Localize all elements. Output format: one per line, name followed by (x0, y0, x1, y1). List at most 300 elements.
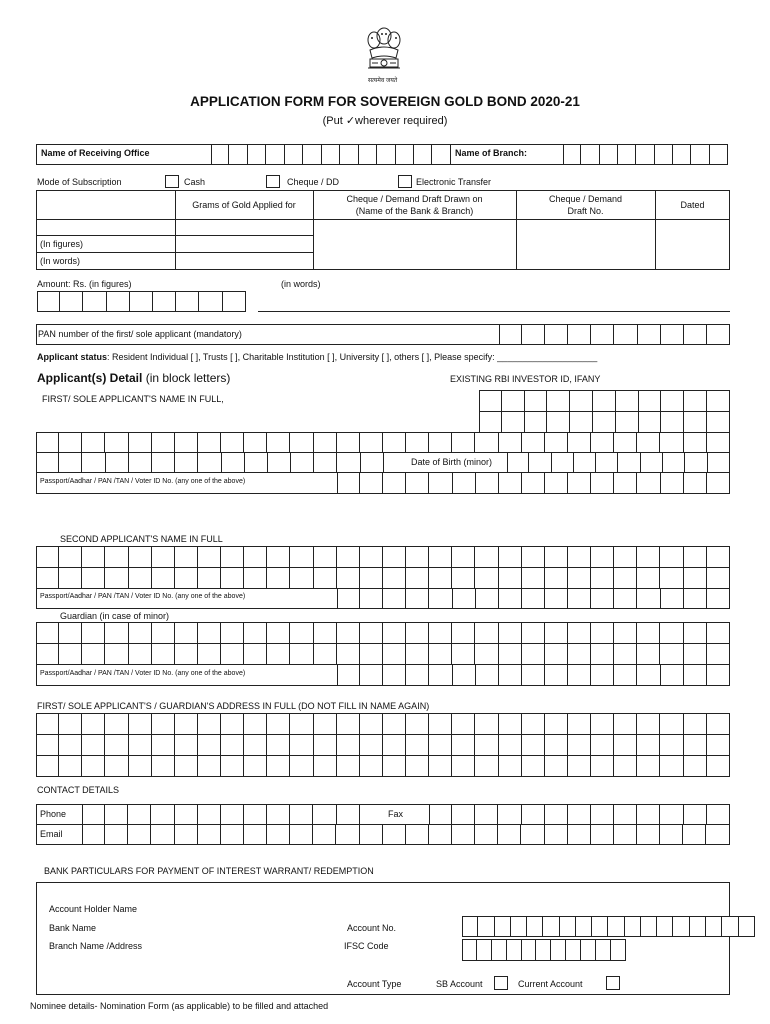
char-box[interactable] (684, 643, 707, 665)
char-box[interactable] (290, 622, 313, 644)
char-box[interactable] (684, 472, 707, 494)
char-box[interactable] (198, 643, 221, 665)
char-box[interactable] (614, 622, 637, 644)
char-box[interactable] (153, 291, 176, 312)
char-box[interactable] (707, 734, 730, 756)
char-box[interactable] (244, 432, 267, 453)
char-box[interactable] (476, 588, 499, 609)
char-box[interactable] (616, 390, 639, 412)
char-box[interactable] (314, 452, 337, 473)
char-box[interactable] (105, 622, 128, 644)
char-box[interactable] (267, 804, 290, 825)
char-box[interactable] (314, 734, 337, 756)
char-box[interactable] (221, 432, 244, 453)
char-box[interactable] (708, 452, 730, 473)
char-box[interactable] (502, 390, 525, 412)
char-box[interactable] (244, 734, 267, 756)
char-box[interactable] (551, 939, 566, 961)
char-box[interactable] (360, 804, 383, 825)
char-box[interactable] (452, 546, 475, 568)
char-box[interactable] (383, 664, 406, 686)
char-box[interactable] (129, 567, 152, 589)
char-box[interactable] (337, 643, 360, 665)
char-box[interactable] (637, 622, 660, 644)
char-box[interactable] (82, 824, 105, 845)
char-box[interactable] (545, 755, 568, 777)
char-box[interactable] (175, 432, 198, 453)
char-box[interactable] (429, 432, 452, 453)
char-box[interactable] (198, 755, 221, 777)
char-box[interactable] (267, 567, 290, 589)
char-box[interactable] (175, 622, 198, 644)
char-box[interactable] (637, 546, 660, 568)
char-box[interactable] (563, 144, 581, 165)
char-box[interactable] (614, 472, 637, 494)
char-box[interactable] (361, 452, 384, 473)
id-doc-boxes-3[interactable] (337, 664, 730, 686)
char-box[interactable] (545, 824, 568, 845)
char-box[interactable] (128, 824, 151, 845)
char-box[interactable] (479, 390, 502, 412)
account-no-boxes[interactable] (462, 916, 755, 937)
char-box[interactable] (661, 411, 684, 433)
ifsc-boxes[interactable] (462, 939, 626, 961)
char-box[interactable] (706, 824, 729, 845)
char-box[interactable] (336, 824, 359, 845)
char-box[interactable] (522, 432, 545, 453)
char-box[interactable] (360, 622, 383, 644)
receiving-office-boxes[interactable] (211, 144, 451, 165)
char-box[interactable] (618, 144, 636, 165)
char-box[interactable] (722, 916, 738, 937)
char-box[interactable] (660, 622, 683, 644)
char-box[interactable] (707, 622, 730, 644)
char-box[interactable] (429, 824, 452, 845)
char-box[interactable] (547, 411, 570, 433)
char-box[interactable] (82, 713, 105, 735)
char-box[interactable] (383, 755, 406, 777)
char-box[interactable] (475, 713, 498, 735)
char-box[interactable] (313, 824, 336, 845)
char-box[interactable] (406, 567, 429, 589)
char-box[interactable] (314, 755, 337, 777)
char-box[interactable] (152, 432, 175, 453)
char-box[interactable] (198, 622, 221, 644)
char-box[interactable] (529, 452, 551, 473)
char-box[interactable] (290, 755, 313, 777)
char-box[interactable] (453, 472, 476, 494)
char-box[interactable] (267, 755, 290, 777)
char-box[interactable] (152, 713, 175, 735)
address-boxes-row3[interactable] (36, 755, 730, 777)
char-box[interactable] (462, 939, 477, 961)
char-box[interactable] (707, 713, 730, 735)
char-box[interactable] (614, 734, 637, 756)
char-box[interactable] (244, 755, 267, 777)
char-box[interactable] (432, 144, 450, 165)
char-box[interactable] (406, 664, 429, 686)
char-box[interactable] (105, 713, 128, 735)
char-box[interactable] (591, 824, 614, 845)
char-box[interactable] (337, 452, 360, 473)
char-box[interactable] (591, 643, 614, 665)
char-box[interactable] (406, 622, 429, 644)
char-box[interactable] (637, 824, 660, 845)
char-box[interactable] (568, 734, 591, 756)
char-box[interactable] (429, 622, 452, 644)
char-box[interactable] (522, 588, 545, 609)
char-box[interactable] (568, 588, 591, 609)
char-box[interactable] (545, 472, 568, 494)
char-box[interactable] (684, 432, 707, 453)
char-box[interactable] (198, 734, 221, 756)
char-box[interactable] (383, 432, 406, 453)
char-box[interactable] (566, 939, 581, 961)
char-box[interactable] (36, 622, 59, 644)
char-box[interactable] (59, 643, 82, 665)
branch-boxes[interactable] (563, 144, 728, 165)
char-box[interactable] (244, 546, 267, 568)
char-box[interactable] (337, 588, 360, 609)
char-box[interactable] (462, 916, 478, 937)
char-box[interactable] (429, 643, 452, 665)
char-box[interactable] (37, 291, 60, 312)
char-box[interactable] (82, 643, 105, 665)
char-box[interactable] (637, 804, 660, 825)
char-box[interactable] (499, 432, 522, 453)
char-box[interactable] (545, 588, 568, 609)
char-box[interactable] (707, 588, 730, 609)
char-box[interactable] (499, 567, 522, 589)
char-box[interactable] (684, 713, 707, 735)
char-box[interactable] (128, 804, 151, 825)
char-box[interactable] (479, 411, 502, 433)
char-box[interactable] (267, 643, 290, 665)
char-box[interactable] (152, 546, 175, 568)
char-box[interactable] (574, 452, 596, 473)
char-box[interactable] (499, 713, 522, 735)
char-box[interactable] (592, 916, 608, 937)
char-box[interactable] (614, 643, 637, 665)
char-box[interactable] (707, 804, 730, 825)
char-box[interactable] (475, 546, 498, 568)
char-box[interactable] (337, 432, 360, 453)
second-applicant-name-boxes-row2[interactable] (36, 567, 730, 589)
char-box[interactable] (452, 713, 475, 735)
char-box[interactable] (384, 452, 407, 473)
char-box[interactable] (522, 734, 545, 756)
pan-boxes[interactable] (499, 324, 730, 345)
char-box[interactable] (475, 755, 498, 777)
char-box[interactable] (739, 916, 755, 937)
char-box[interactable] (383, 588, 406, 609)
char-box[interactable] (175, 567, 198, 589)
applicant-status-line[interactable] (37, 352, 597, 362)
char-box[interactable] (175, 824, 198, 845)
char-box[interactable] (129, 734, 152, 756)
char-box[interactable] (707, 432, 730, 453)
char-box[interactable] (59, 567, 82, 589)
char-box[interactable] (406, 824, 429, 845)
char-box[interactable] (568, 472, 591, 494)
char-box[interactable] (60, 291, 83, 312)
char-box[interactable] (337, 713, 360, 735)
char-box[interactable] (130, 291, 153, 312)
char-box[interactable] (266, 144, 284, 165)
char-box[interactable] (591, 567, 614, 589)
char-box[interactable] (568, 546, 591, 568)
char-box[interactable] (596, 452, 618, 473)
guardian-name-boxes-row2[interactable] (36, 643, 730, 665)
char-box[interactable] (475, 622, 498, 644)
char-box[interactable] (314, 713, 337, 735)
char-box[interactable] (499, 546, 522, 568)
char-box[interactable] (522, 804, 545, 825)
char-box[interactable] (59, 713, 82, 735)
char-box[interactable] (641, 452, 663, 473)
char-box[interactable] (406, 713, 429, 735)
char-box[interactable] (611, 939, 626, 961)
char-box[interactable] (83, 291, 106, 312)
char-box[interactable] (475, 567, 498, 589)
char-box[interactable] (568, 324, 591, 345)
char-box[interactable] (522, 713, 545, 735)
char-box[interactable] (383, 713, 406, 735)
char-box[interactable] (198, 546, 221, 568)
char-box[interactable] (406, 588, 429, 609)
char-box[interactable] (290, 804, 313, 825)
char-box[interactable] (499, 734, 522, 756)
guardian-name-boxes[interactable] (36, 622, 730, 644)
char-box[interactable] (175, 804, 198, 825)
rbi-investor-id-boxes-row2[interactable] (479, 411, 730, 433)
char-box[interactable] (492, 939, 507, 961)
char-box[interactable] (360, 643, 383, 665)
char-box[interactable] (106, 452, 129, 473)
char-box[interactable] (707, 643, 730, 665)
char-box[interactable] (591, 432, 614, 453)
char-box[interactable] (82, 622, 105, 644)
char-box[interactable] (360, 755, 383, 777)
char-box[interactable] (707, 664, 730, 686)
char-box[interactable] (498, 804, 521, 825)
char-box[interactable] (290, 713, 313, 735)
char-box[interactable] (525, 411, 548, 433)
char-box[interactable] (221, 713, 244, 735)
char-box[interactable] (660, 713, 683, 735)
char-box[interactable] (521, 824, 544, 845)
char-box[interactable] (663, 452, 685, 473)
char-box[interactable] (337, 546, 360, 568)
char-box[interactable] (429, 755, 452, 777)
char-box[interactable] (545, 734, 568, 756)
char-box[interactable] (591, 804, 614, 825)
char-box[interactable] (82, 546, 105, 568)
char-box[interactable] (614, 546, 637, 568)
char-box[interactable] (360, 567, 383, 589)
char-box[interactable] (36, 546, 59, 568)
char-box[interactable] (105, 643, 128, 665)
id-doc-boxes-2[interactable] (337, 588, 730, 609)
char-box[interactable] (608, 916, 624, 937)
char-box[interactable] (637, 755, 660, 777)
char-box[interactable] (337, 755, 360, 777)
char-box[interactable] (175, 755, 198, 777)
char-box[interactable] (660, 804, 683, 825)
amount-figures-boxes[interactable] (37, 291, 246, 312)
char-box[interactable] (221, 755, 244, 777)
char-box[interactable] (452, 432, 475, 453)
char-box[interactable] (507, 939, 522, 961)
char-box[interactable] (337, 734, 360, 756)
char-box[interactable] (568, 713, 591, 735)
char-box[interactable] (710, 144, 728, 165)
char-box[interactable] (452, 804, 475, 825)
char-box[interactable] (151, 824, 174, 845)
char-box[interactable] (522, 622, 545, 644)
char-box[interactable] (314, 546, 337, 568)
char-box[interactable] (175, 546, 198, 568)
char-box[interactable] (383, 472, 406, 494)
char-box[interactable] (545, 567, 568, 589)
char-box[interactable] (337, 622, 360, 644)
char-box[interactable] (475, 824, 498, 845)
char-box[interactable] (152, 567, 175, 589)
char-box[interactable] (476, 664, 499, 686)
char-box[interactable] (198, 432, 221, 453)
char-box[interactable] (502, 411, 525, 433)
char-box[interactable] (616, 411, 639, 433)
char-box[interactable] (429, 546, 452, 568)
char-box[interactable] (429, 804, 452, 825)
char-box[interactable] (360, 546, 383, 568)
char-box[interactable] (685, 452, 707, 473)
char-box[interactable] (475, 643, 498, 665)
char-box[interactable] (568, 643, 591, 665)
char-box[interactable] (152, 452, 175, 473)
char-box[interactable] (660, 643, 683, 665)
char-box[interactable] (36, 713, 59, 735)
char-box[interactable] (452, 643, 475, 665)
char-box[interactable] (625, 916, 641, 937)
char-box[interactable] (383, 734, 406, 756)
char-box[interactable] (476, 472, 499, 494)
char-box[interactable] (568, 755, 591, 777)
char-box[interactable] (222, 452, 245, 473)
char-box[interactable] (661, 324, 684, 345)
electronic-transfer-checkbox[interactable] (398, 175, 412, 188)
char-box[interactable] (452, 824, 475, 845)
char-box[interactable] (522, 755, 545, 777)
char-box[interactable] (152, 755, 175, 777)
char-box[interactable] (199, 291, 222, 312)
char-box[interactable] (690, 916, 706, 937)
char-box[interactable] (570, 411, 593, 433)
char-box[interactable] (314, 567, 337, 589)
char-box[interactable] (684, 411, 707, 433)
char-box[interactable] (545, 804, 568, 825)
char-box[interactable] (429, 588, 452, 609)
char-box[interactable] (105, 804, 128, 825)
char-box[interactable] (475, 432, 498, 453)
char-box[interactable] (581, 939, 596, 961)
char-box[interactable] (36, 567, 59, 589)
current-account-checkbox[interactable] (606, 976, 620, 990)
char-box[interactable] (637, 588, 660, 609)
char-box[interactable] (59, 432, 82, 453)
char-box[interactable] (495, 916, 511, 937)
char-box[interactable] (285, 144, 303, 165)
char-box[interactable] (478, 916, 494, 937)
char-box[interactable] (591, 734, 614, 756)
char-box[interactable] (152, 734, 175, 756)
char-box[interactable] (290, 643, 313, 665)
char-box[interactable] (637, 567, 660, 589)
char-box[interactable] (452, 567, 475, 589)
char-box[interactable] (82, 432, 105, 453)
char-box[interactable] (396, 144, 414, 165)
char-box[interactable] (314, 643, 337, 665)
rbi-investor-id-boxes[interactable] (479, 390, 730, 412)
char-box[interactable] (429, 734, 452, 756)
char-box[interactable] (684, 546, 707, 568)
char-box[interactable] (175, 734, 198, 756)
char-box[interactable] (591, 755, 614, 777)
char-box[interactable] (552, 452, 574, 473)
char-box[interactable] (499, 588, 522, 609)
char-box[interactable] (129, 546, 152, 568)
char-box[interactable] (545, 713, 568, 735)
char-box[interactable] (360, 472, 383, 494)
char-box[interactable] (129, 622, 152, 644)
char-box[interactable] (660, 546, 683, 568)
char-box[interactable] (175, 713, 198, 735)
char-box[interactable] (337, 804, 360, 825)
char-box[interactable] (593, 411, 616, 433)
char-box[interactable] (267, 824, 290, 845)
amount-words-line[interactable] (258, 311, 730, 312)
char-box[interactable] (684, 588, 707, 609)
char-box[interactable] (383, 546, 406, 568)
char-box[interactable] (591, 664, 614, 686)
char-box[interactable] (591, 546, 614, 568)
char-box[interactable] (290, 734, 313, 756)
char-box[interactable] (429, 664, 452, 686)
char-box[interactable] (707, 567, 730, 589)
char-box[interactable] (360, 713, 383, 735)
char-box[interactable] (244, 824, 267, 845)
char-box[interactable] (383, 824, 406, 845)
char-box[interactable] (175, 452, 198, 473)
char-box[interactable] (223, 291, 246, 312)
char-box[interactable] (340, 144, 358, 165)
char-box[interactable] (359, 144, 377, 165)
char-box[interactable] (105, 546, 128, 568)
char-box[interactable] (244, 804, 267, 825)
char-box[interactable] (267, 622, 290, 644)
char-box[interactable] (568, 567, 591, 589)
char-box[interactable] (244, 567, 267, 589)
char-box[interactable] (660, 432, 683, 453)
char-box[interactable] (660, 734, 683, 756)
char-box[interactable] (82, 755, 105, 777)
char-box[interactable] (59, 755, 82, 777)
char-box[interactable] (453, 588, 476, 609)
char-box[interactable] (591, 622, 614, 644)
char-box[interactable] (198, 804, 221, 825)
char-box[interactable] (591, 588, 614, 609)
char-box[interactable] (244, 713, 267, 735)
